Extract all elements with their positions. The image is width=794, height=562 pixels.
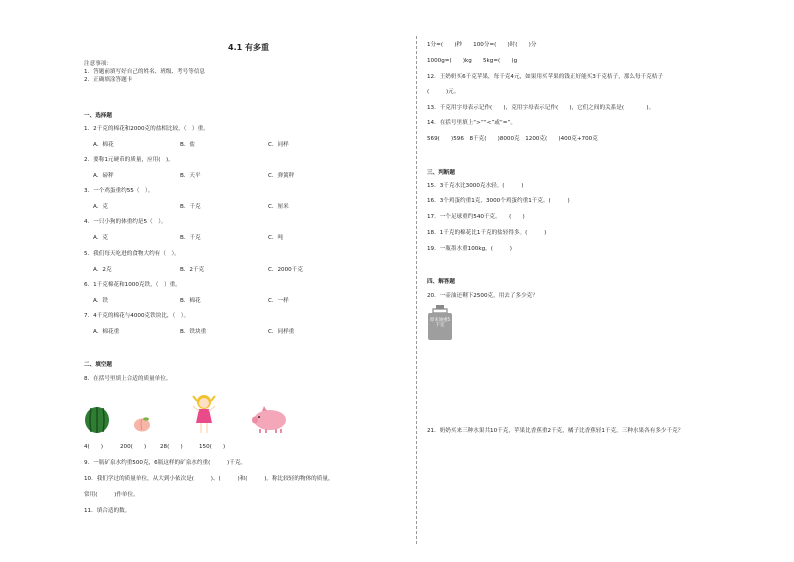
question-8: 8．在括号里填上合适的质量单位。: [84, 376, 172, 382]
option-b: B．盐: [180, 142, 196, 148]
option-a: A．克: [93, 204, 109, 210]
question-2: 2．要称1元硬币的质量，应用( )。: [84, 157, 174, 163]
girl-icon: [190, 392, 218, 436]
question-7: 7．4千克的棉花与4000克铁块比，（ ）。: [84, 313, 190, 319]
oil-can-label: 原来油重5千克: [429, 318, 451, 328]
question-14: 14．在括号里填上“>”“<”或“=”。: [427, 120, 516, 126]
section-heading-solve: 四、解答题: [427, 279, 455, 285]
column-divider: [416, 36, 417, 544]
pig-icon: [250, 404, 290, 434]
option-c: C．同样重: [268, 329, 295, 335]
question-9: 9．一瓶矿泉水约重500克，6瓶这样的矿泉水约重( )千克。: [84, 460, 247, 466]
peach-icon: [132, 416, 152, 432]
option-b: B．棉花: [180, 298, 201, 304]
section-heading-judge: 三、判断题: [427, 170, 455, 176]
question-19: 19．一瓶墨水重100kg。( ): [427, 246, 512, 252]
question-13: 13．千克用字母表示记作( )，克用字母表示记作( )，它们之间的关系是( )。: [427, 105, 655, 111]
option-c: C．厘米: [268, 204, 289, 210]
option-b: B．千克: [180, 204, 201, 210]
q8-blank-1: 4( ): [84, 444, 104, 450]
option-a: A．克: [93, 235, 109, 241]
time-conversion: 1分=( )秒 100分=( )时( )分: [427, 42, 537, 48]
page-title: 4.1 有多重: [228, 43, 269, 52]
option-c: C．吨: [268, 235, 284, 241]
notice-heading: 注意事项：: [84, 61, 112, 67]
option-c: C．弹簧秤: [268, 173, 295, 179]
question-16: 16．3个鸡蛋约重1克，3000个鸡蛋约重1千克。( ): [427, 198, 570, 204]
option-c: C．同样: [268, 142, 289, 148]
q8-blank-3: 28( ): [160, 444, 183, 450]
option-b: B．千克: [180, 235, 201, 241]
question-18: 18．1千克的棉花比1千克的盐轻得多。( ): [427, 230, 547, 236]
mass-conversion: 1000g=( )kg 5kg=( )g: [427, 58, 518, 64]
option-a: A．磅秤: [93, 173, 114, 179]
option-a: A．棉花: [93, 142, 114, 148]
question-12: 12．王奶奶买6千克苹果，每千克4元，如果用买苹果的钱正好能买3千克桔子，那么每千克桔子: [427, 74, 663, 80]
question-14-items: 569( )596 8千克( )8000克 1200克( )400克+700克: [427, 136, 598, 142]
option-b: B．铁块重: [180, 329, 207, 335]
option-b: B．天平: [180, 173, 201, 179]
question-17: 17．一个足球重约540千克。 ( ): [427, 214, 525, 220]
question-11: 11．填合适的数。: [84, 508, 131, 514]
notice-item: 2．正确填涂答题卡: [84, 77, 133, 83]
option-c: C．一样: [268, 298, 289, 304]
question-4: 4．一只小狗的体重约是5（ ）。: [84, 219, 167, 225]
question-5: 5．我们每天吃进的食物大约有（ ）。: [84, 251, 180, 257]
option-c: C．2000千克: [268, 267, 303, 273]
question-10-cont: 常用( )作单位。: [84, 492, 139, 498]
question-20: 20．一壶油还剩下2500克，用去了多少克？: [427, 293, 538, 299]
oil-can-icon: [427, 305, 453, 341]
notice-item: 1．答题前填写好自己的姓名、班级、考号等信息: [84, 69, 206, 75]
question-15: 15．3千克水比3000克水轻。( ): [427, 183, 524, 189]
option-a: A．棉花重: [93, 329, 120, 335]
section-heading-choice: 一、选择题: [84, 113, 112, 119]
option-a: A．2克: [93, 267, 112, 273]
question-21: 21．奶奶买来三种水果共10千克，苹果比香蕉重2千克，橘子比香蕉轻1千克，三种水果各有多少千克？: [427, 428, 684, 434]
question-1: 1．2千克的棉花和2000克的盐相比较，（ ）重。: [84, 126, 209, 132]
q8-blank-4: 150( ): [199, 444, 226, 450]
option-b: B．2千克: [180, 267, 205, 273]
section-heading-fill: 二、填空题: [84, 362, 112, 368]
option-a: A．铁: [93, 298, 109, 304]
watermelon-icon: [84, 404, 110, 434]
question-12-cont: ( )元。: [427, 89, 460, 95]
question-6: 6．1千克棉花和1000克铁，（ ）重。: [84, 282, 181, 288]
question-10: 10．我们学过的质量单位，从大到小依次是( )、( )和( )。称比较轻的物体的质量，: [84, 476, 334, 482]
q8-blank-2: 200( ): [120, 444, 147, 450]
question-3: 3．一个鸡蛋重约55（ ）。: [84, 188, 154, 194]
